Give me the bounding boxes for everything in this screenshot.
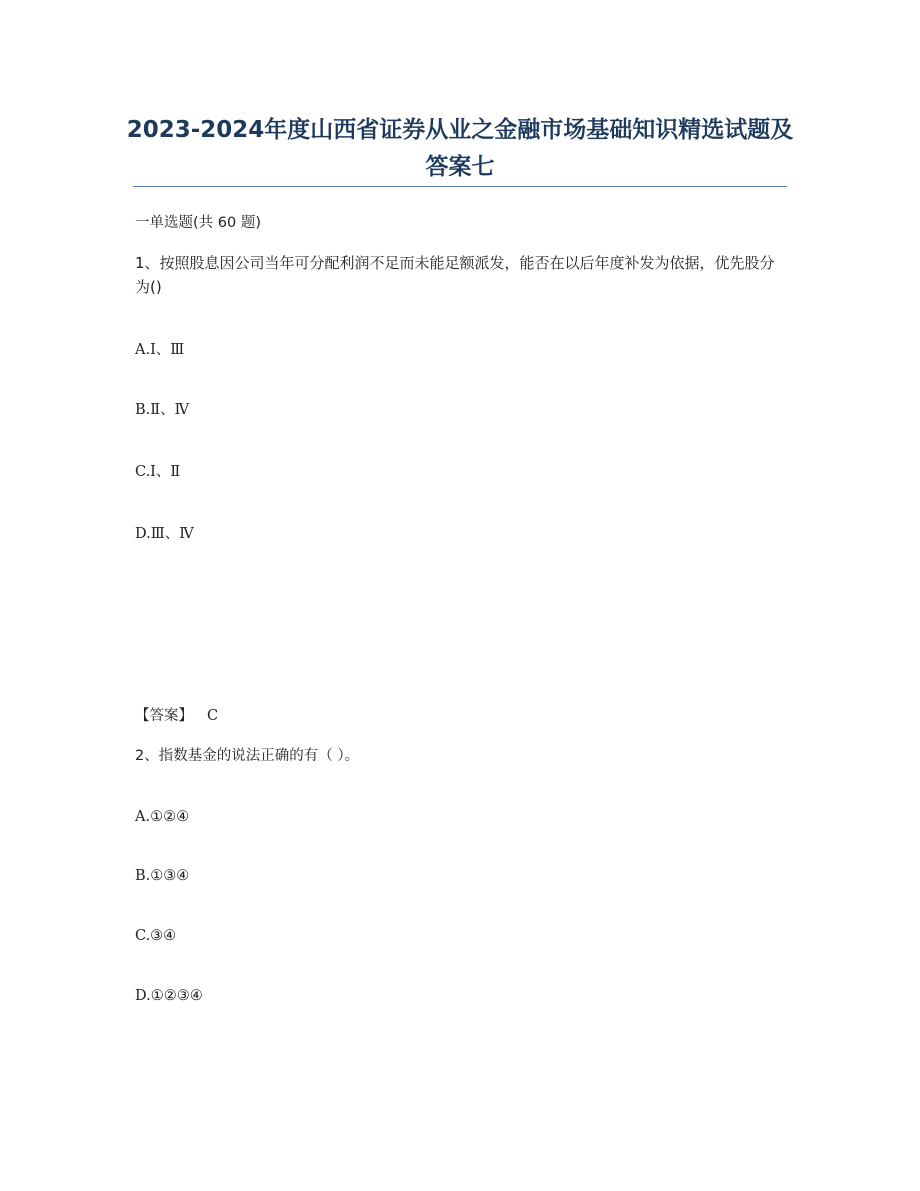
question-1-option-d: D.Ⅲ、Ⅳ <box>135 526 194 542</box>
answer-label: 【答案】 <box>135 708 193 724</box>
question-2-stem: 2、指数基金的说法正确的有（ ）。 <box>135 748 360 764</box>
question-2-option-b: B.①③④ <box>135 868 190 884</box>
question-2-option-c: C.③④ <box>135 928 177 944</box>
answer-value: C <box>207 708 219 724</box>
question-1-option-c: C.Ⅰ、Ⅱ <box>135 464 181 480</box>
question-1-option-a: A.Ⅰ、Ⅲ <box>135 342 185 358</box>
title-divider <box>133 186 787 187</box>
question-1-answer <box>135 705 218 727</box>
document-title: 2023-2024年度山西省证券从业之金融市场基础知识精选试题及答案七 <box>126 117 794 180</box>
section-heading: 一单选题(共 60 题) <box>135 215 261 231</box>
question-2-option-d: D.①②③④ <box>135 988 203 1004</box>
question-1-stem: 1、按照股息因公司当年可分配利润不足而未能足额派发，能否在以后年度补发为依据，优先股分为() <box>135 254 775 296</box>
question-1-option-b: B.Ⅱ、Ⅳ <box>135 402 190 418</box>
question-2-option-a: A.①②④ <box>135 809 190 825</box>
